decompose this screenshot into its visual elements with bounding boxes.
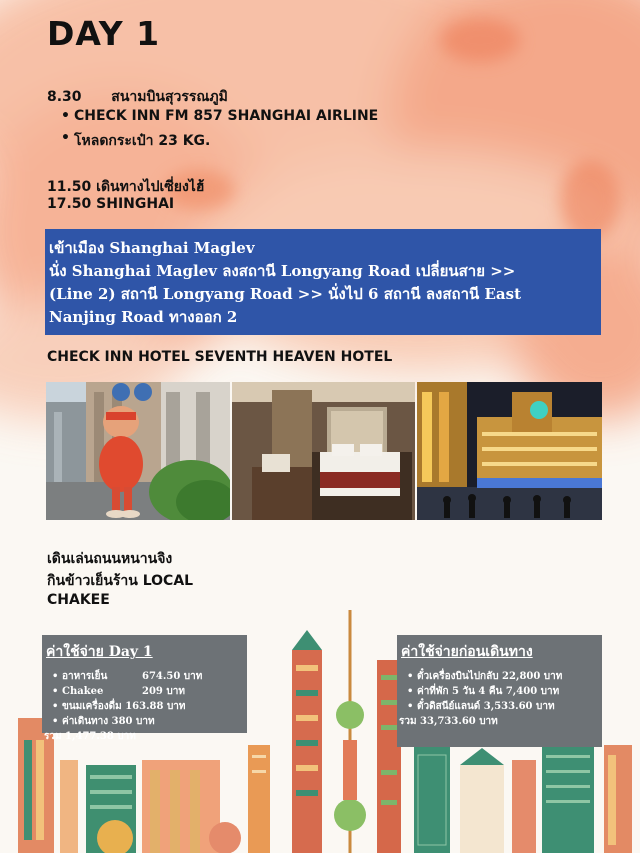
expense-item: • ตั๋วดิสนีย์แลนด์ 3,533.60 บาท bbox=[397, 699, 602, 714]
expenses-pre-total: รวม 33,733.60 บาท bbox=[399, 716, 498, 727]
expense-item: • อาหารเย็น 674.50 บาท bbox=[42, 669, 247, 684]
schedule-departure bbox=[47, 86, 228, 108]
mascot-street-photo bbox=[46, 382, 230, 520]
page-title: DAY 1 bbox=[47, 14, 161, 53]
schedule-flight: 11.50 เดินทางไปเซี่ยงไฮ้ bbox=[47, 179, 205, 195]
departure-time: 8.30 bbox=[47, 89, 82, 105]
evening-line-1: เดินเล่นถนนหนานจิง bbox=[47, 551, 173, 567]
evening-line-3: CHAKEE bbox=[47, 592, 110, 608]
expense-item: • ค่าที่พัก 5 วัน 4 คืน 7,400 บาท bbox=[397, 684, 602, 699]
expenses-day1-panel bbox=[42, 635, 247, 742]
transit-line: (Line 2) สถานี Longyang Road >> นั่งไป 6 สถานี ลงสถานี East bbox=[49, 285, 522, 303]
expense-item: • ขนมเครื่องดื่ม 163.88 บาท bbox=[42, 699, 247, 714]
transit-directions-box bbox=[45, 229, 601, 335]
evening-line-2: กินข้าวเย็นร้าน LOCAL bbox=[47, 573, 194, 589]
schedule-arrival: 17.50 SHINGHAI bbox=[47, 196, 175, 212]
transit-line: นั่ง Shanghai Maglev ลงสถานี Longyang Road เปลี่ยนสาย >> bbox=[49, 262, 516, 280]
expenses-pre-panel bbox=[397, 635, 602, 747]
hotel-name: CHECK INN HOTEL SEVENTH HEAVEN HOTEL bbox=[47, 349, 393, 365]
checkin-bullet: • CHECK INN FM 857 SHANGHAI AIRLINE bbox=[74, 108, 378, 124]
expense-item: • ตั๋วเครื่องบินไปกลับ 22,800 บาท bbox=[397, 669, 602, 684]
hotel-room-photo bbox=[232, 382, 415, 520]
nanjing-road-night-photo bbox=[417, 382, 602, 520]
departure-place: สนามบินสุวรรณภูมิ bbox=[111, 89, 228, 105]
expenses-day1-total: รวม 1,477.38 บาท bbox=[44, 731, 136, 742]
baggage-bullet: • โหลดกระเป๋า 23 KG. bbox=[74, 130, 210, 152]
expense-item: • ค่าเดินทาง 380 บาท bbox=[42, 714, 247, 729]
expenses-day1-heading: ค่าใช้จ่าย Day 1 bbox=[46, 644, 153, 660]
transit-line: เข้าเมือง Shanghai Maglev bbox=[49, 239, 255, 257]
transit-line: Nanjing Road ทางออก 2 bbox=[49, 308, 238, 326]
expense-item: • Chakee 209 บาท bbox=[42, 684, 247, 699]
expenses-pre-heading: ค่าใช้จ่ายก่อนเดินทาง bbox=[401, 644, 533, 660]
